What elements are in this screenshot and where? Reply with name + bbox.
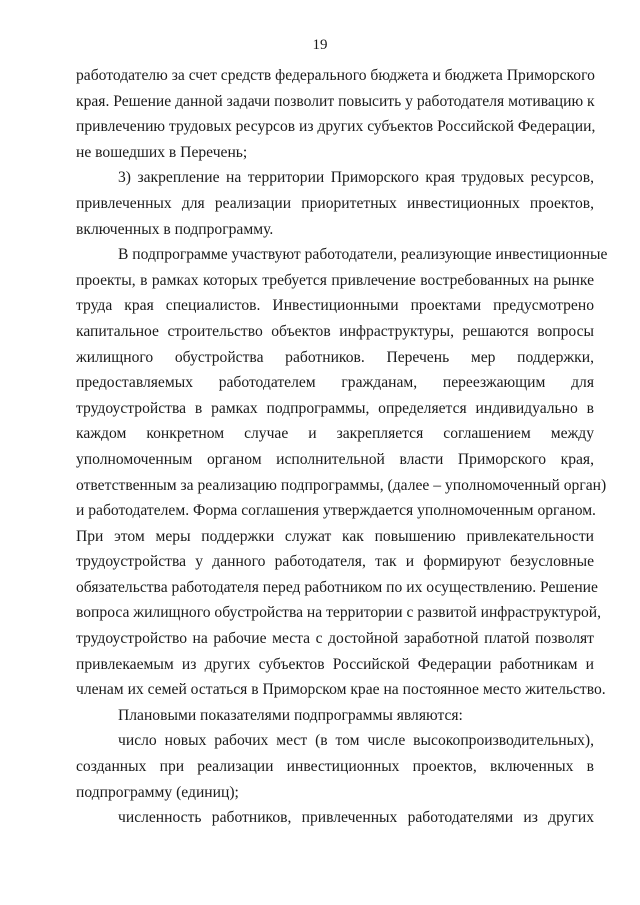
text-line: привлекаемым из других субъектов Российской Федерации работникам и xyxy=(76,655,594,673)
text-line: работодателю за счет средств федерального бюджета и бюджета Приморского xyxy=(76,67,595,84)
text-line: ответственным за реализацию подпрограммы, (далее – уполномоченный орган) xyxy=(76,476,607,494)
text-line: жилищного обустройства работников. Перечень мер поддержки, xyxy=(76,348,594,366)
text-line: При этом меры поддержки служат как повышению привлекательности xyxy=(76,527,594,545)
text-line: В подпрограмме участвуют работодатели, реализующие инвестиционные xyxy=(118,246,608,264)
text-line: уполномоченным органом исполнительной власти Приморского края, xyxy=(76,450,594,468)
text-line: каждом конкретном случае и закрепляется соглашением между xyxy=(76,425,594,443)
text-line: число новых рабочих мест (в том числе высокопроизводительных), xyxy=(118,732,594,750)
text-line: не вошедших в Перечень; xyxy=(76,143,248,161)
text-line: включенных в подпрограмму. xyxy=(76,220,274,238)
text-line: капитальное строительство объектов инфраструктуры, решаются вопросы xyxy=(76,322,594,340)
document-body xyxy=(76,63,608,831)
text-line: 3) закрепление на территории Приморского края трудовых ресурсов, xyxy=(118,169,594,187)
text-line: трудоустройства у данного работодателя, так и формируют безусловные xyxy=(76,553,594,571)
text-line: привлечению трудовых ресурсов из других субъектов Российской Федерации, xyxy=(76,118,596,136)
text-line: вопроса жилищного обустройства на территории с развитой инфраструктурой, xyxy=(76,604,602,622)
text-line: предоставляемых работодателем гражданам, переезжающим для xyxy=(76,374,594,392)
text-line: края. Решение данной задачи позволит повысить у работодателя мотивацию к xyxy=(76,92,595,110)
page-number: 19 xyxy=(312,37,328,53)
text-line: трудоустройства в рамках подпрограммы, определяется индивидуально в xyxy=(76,399,594,417)
text-line: подпрограмму (единиц); xyxy=(76,783,239,801)
text-line: обязательства работодателя перед работником по их осуществлению. Решение xyxy=(76,578,598,596)
text-line: привлеченных для реализации приоритетных инвестиционных проектов, xyxy=(76,194,594,212)
text-line: численность работников, привлеченных работодателями из других xyxy=(118,809,594,827)
text-line: созданных при реализации инвестиционных проектов, включенных в xyxy=(76,758,594,776)
text-line: трудоустройство на рабочие места с достойной заработной платой позволят xyxy=(76,630,594,648)
text-line: и работодателем. Форма соглашения утверждается уполномоченным органом. xyxy=(76,502,596,520)
text-line: членам их семей остаться в Приморском крае на постоянное место жительство. xyxy=(76,681,606,699)
text-line: Плановыми показателями подпрограммы являются: xyxy=(118,706,463,724)
text-line: труда края специалистов. Инвестиционными проектами предусмотрено xyxy=(76,297,594,315)
text-line: проекты, в рамках которых требуется привлечение востребованных на рынке xyxy=(76,271,594,289)
